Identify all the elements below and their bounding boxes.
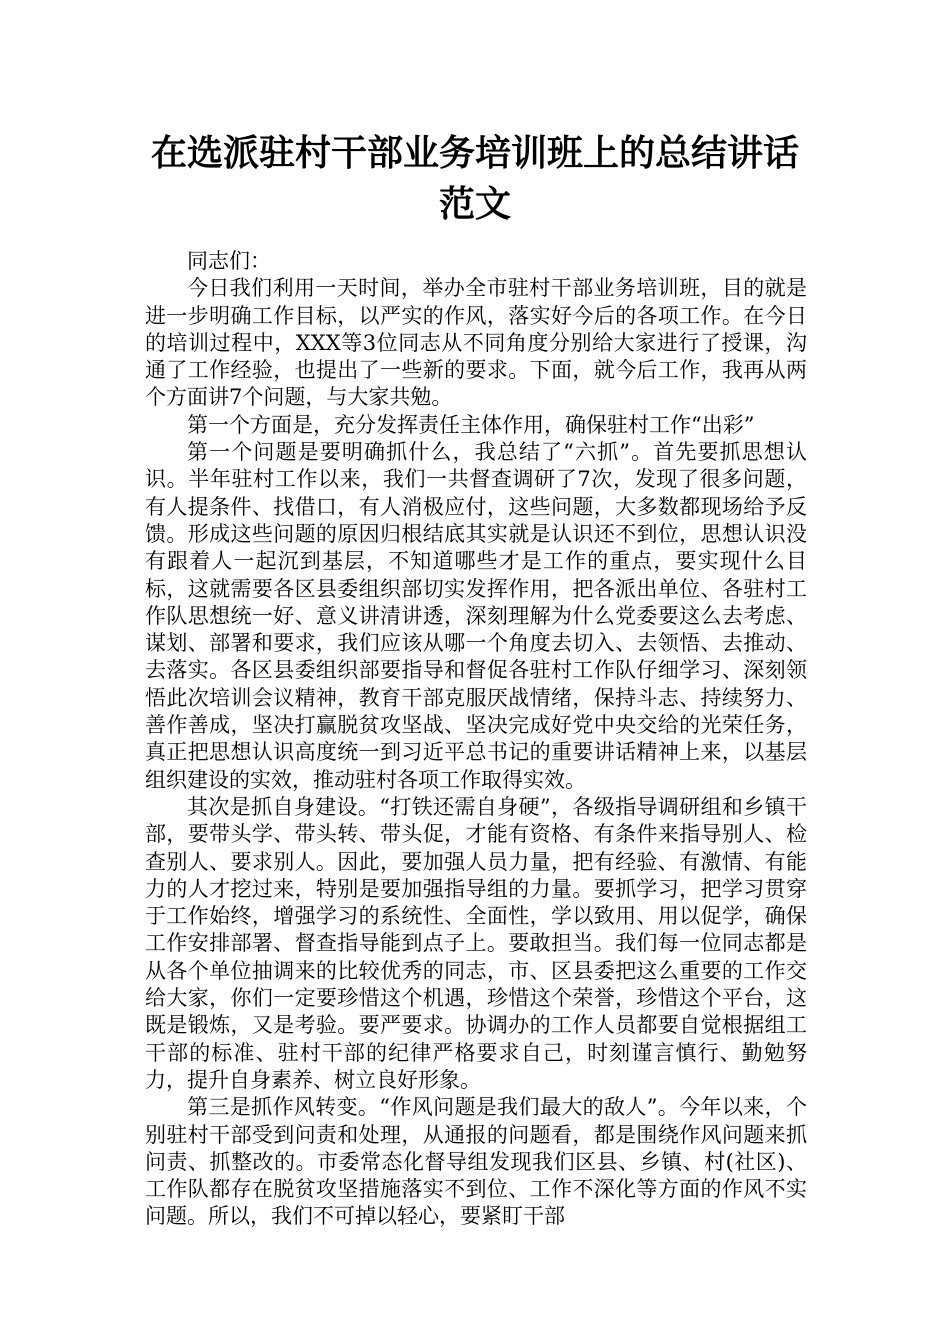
paragraph-second-point: 其次是抓自身建设。“打铁还需自身硬”，各级指导调研组和乡镇干部，要带头学、带头转、带头促，才能有资格、有条件来指导别人、检查别人、要求别人。因此，要加强人员力量，把有经验、有激情、有能力的人才挖过来，特别是要加强指导组的力量。要抓学习，把学习贯穿于工作始终，增强学习的系统性、全面性，学以致用、用以促学，确保工作安排部署、督查指导能到点子上。要敢担当。我们每一位同志都是从各个单位抽调来的比较优秀的同志，市、区县委把这么重要的工作交给大家，你们一定要珍惜这个机遇，珍惜这个荣誉，珍惜这个平台，这既是锻炼，又是考验。要严要求。协调办的工作人员都要自觉根据组工干部的标准、驻村干部的纪律严格要求自己，时刻谨言慎行、勤勉努力，提升自身素养、树立良好形象。 xyxy=(145,794,807,1092)
paragraph-intro: 今日我们利用一天时间，举办全市驻村干部业务培训班，目的就是进一步明确工作目标，以严实的作风，落实好今后的各项工作。在今日的培训过程中，XXX等3位同志从不同角度分别给大家进行了授课，沟通了工作经验，也提出了一些新的要求。下面，就今后工作，我再从两个方面讲7个问题，与大家共勉。 xyxy=(145,276,807,410)
document-body xyxy=(145,248,807,1231)
document-title: 在选派驻村干部业务培训班上的总结讲话范文 xyxy=(150,133,799,225)
greeting: 同志们： xyxy=(187,249,271,273)
paragraph-third-point: 第三是抓作风转变。“作风问题是我们最大的敌人”。今年以来，个别驻村干部受到问责和处理，从通报的问题看，都是围绕作风问题来抓问责、抓整改的。市委常态化督导组发现我们区县、乡镇、村(社区)、工作队都存在脱贫攻坚措施落实不到位、工作不深化等方面的作风不实问题。所以，我们不可掉以轻心，要紧盯干部 xyxy=(145,1095,807,1229)
section-heading: 第一个方面是，充分发挥责任主体作用，确保驻村工作“出彩” xyxy=(187,412,755,437)
paragraph-first-point: 第一个问题是要明确抓什么，我总结了“六抓”。首先要抓思想认识。半年驻村工作以来，我们一共督查调研了7次，发现了很多问题，有人提条件、找借口，有人消极应付，这些问题，大多数都现场给予反馈。形成这些问题的原因归根结底其实就是认识还不到位，思想认识没有跟着人一起沉到基层，不知道哪些才是工作的重点，要实现什么目标，这就需要各区县委组织部切实发挥作用，把各派出单位、各驻村工作队思想统一好、意义讲清讲透，深刻理解为什么党委要这么去考虑、谋划、部署和要求，我们应该从哪一个角度去切入、去领悟、去推动、去落实。各区县委组织部要指导和督促各驻村工作队仔细学习、深刻领悟此次培训会议精神，教育干部克服厌战情绪，保持斗志、持续努力、善作善成，坚决打赢脱贫攻坚战、坚决完成好党中央交给的光荣任务，真正把思想认识高度统一到习近平总书记的重要讲话精神上来，以基层组织建设的实效，推动驻村各项工作取得实效。 xyxy=(145,440,807,792)
